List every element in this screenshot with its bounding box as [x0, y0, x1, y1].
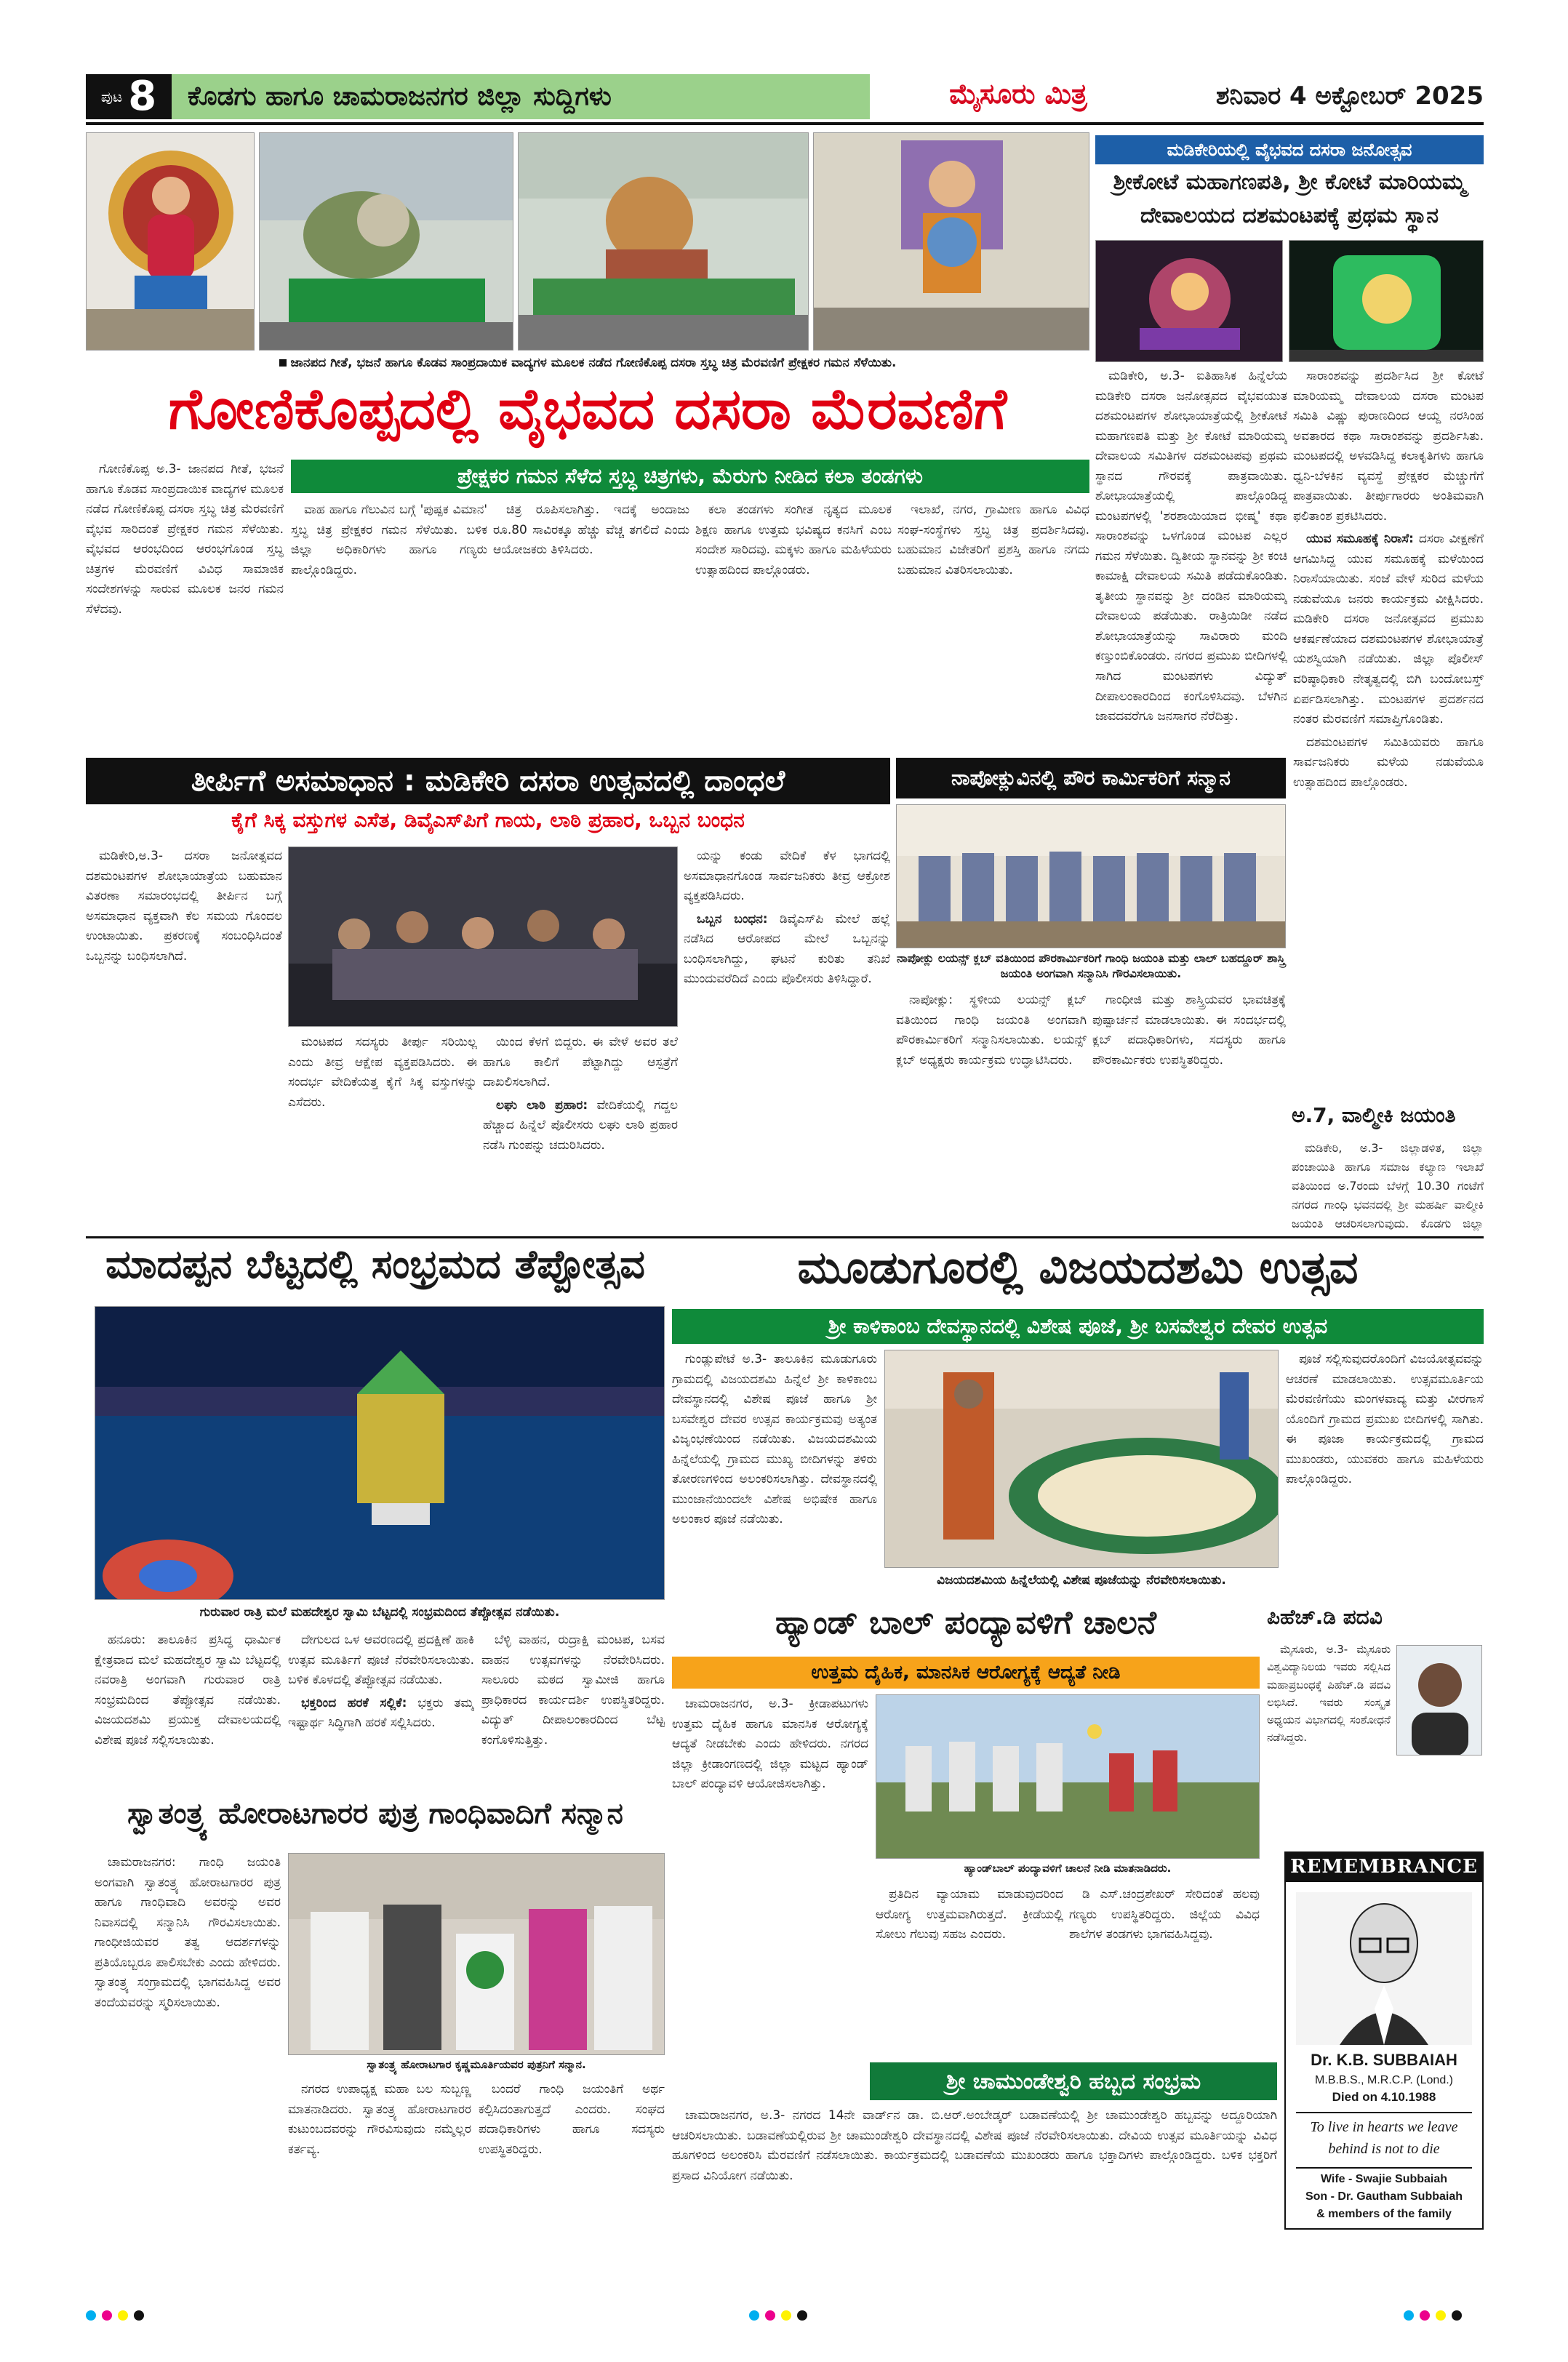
- madikeri-headline-2: ದೇವಾಲಯದ ದಶಮಂಟಪಕ್ಕೆ ಪ್ರಥಮ ಸ್ಥಾನ: [1140, 203, 1439, 228]
- mid-rule: [86, 1236, 1484, 1238]
- registration-marks-right: [1404, 2310, 1491, 2324]
- madikeri-body-col1: ಮಡಿಕೇರಿ, ಅ.3- ಐತಿಹಾಸಿಕ ಹಿನ್ನೆಲೆಯ ಮಡಿಕೇರಿ ದಸರಾ ಜನೋತ್ಸವದ ವೈಭವಯುತ ದಶಮಂಟಪಗಳ ಶೋಭಾಯಾತ್ರೆಯಲ್ಲಿ ಶ್ರೀಕೋಟೆ ಮಹಾಗಣಪತಿ ಮತ್ತು ಶ್ರೀ ಕೋಟೆ ಮಾರಿಯಮ್ಮ ದೇವಾಲಯ ಸಮಿತಿಗಳ ದಶಮಂಟಪವು ಪ್ರಥಮ ಸ್ಥಾನದ ಗೌರವಕ್ಕೆ ಪಾತ್ರವಾಯಿತು. ಶೋಭಾಯಾತ್ರೆಯಲ್ಲಿ ಪಾಲ್ಗೊಂಡಿದ್ದ ಮಂಟಪಗಳಲ್ಲಿ 'ಶರಶಾಯಿಯಾದ ಭೀಷ್ಮ' ಕಥಾ ಸಾರಾಂಶವನ್ನು ಒಳಗೊಂಡ ಮಂಟಪ ಎಲ್ಲರ ಗಮನ ಸೆಳೆಯಿತು. ದ್ವಿತೀಯ ಸ್ಥಾನವನ್ನು ಶ್ರೀ ಕಂಚಿ ಕಾಮಾಕ್ಷಿ ದೇವಾಲಯ ಸಮಿತಿ ಪಡೆದುಕೊಂಡಿತು. ತೃತೀಯ ಸ್ಥಾನವನ್ನು ಶ್ರೀ ದಂಡಿನ ಮಾರಿಯಮ್ಮ ದೇವಾಲಯ ಪಡೆಯಿತು. ರಾತ್ರಿಯಿಡೀ ನಡೆದ ಶೋಭಾಯಾತ್ರೆಯನ್ನು ಸಾವಿರಾರು ಮಂದಿ ಕಣ್ತುಂಬಿಕೊಂಡರು. ನಗರದ ಪ್ರಮುಖ ಬೀದಿಗಳಲ್ಲಿ ಸಾಗಿದ ಮಂಟಪಗಳು ವಿದ್ಯುತ್ ದೀಪಾಲಂಕಾರದಿಂದ ಕಂಗೊಳಿಸಿದವು. ಬೆಳಗಿನ ಜಾವದವರೆಗೂ ಜನಸಾಗರ ನೆರೆದಿತ್ತು.: [1095, 369, 1287, 724]
- mudugoor-photo-caption: ವಿಜಯದಶಮಿಯ ಹಿನ್ನೆಲೆಯಲ್ಲಿ ವಿಶೇಷ ಪೂಜೆಯನ್ನು ನೆರವೇರಿಸಲಾಯಿತು.: [937, 1573, 1226, 1588]
- registration-marks-center: [749, 2310, 836, 2324]
- madappa-col1: ಹನೂರು: ತಾಲೂಕಿನ ಪ್ರಸಿದ್ಧ ಧಾರ್ಮಿಕ ಕ್ಷೇತ್ರವಾದ ಮಲೆ ಮಹದೇಶ್ವರ ಸ್ವಾಮಿ ಬೆಟ್ಟದಲ್ಲಿ ನವರಾತ್ರಿ ಅಂಗವಾಗಿ ಗುರುವಾರ ರಾತ್ರಿ ಸಂಭ್ರಮದಿಂದ ತೆಪ್ಪೋತ್ಸವ ನಡೆಯಿತು. ವಿಜಯದಶಮಿ ಪ್ರಯುಕ್ತ ದೇವಾಲಯದಲ್ಲಿ ವಿಶೇಷ ಪೂಜೆ ಸಲ್ಲಿಸಲಾಯಿತು.: [95, 1633, 281, 1748]
- photo-green-float: [259, 132, 513, 351]
- registration-marks-left: [86, 2310, 173, 2324]
- remembrance-quote-1: To live in hearts we leave: [1310, 2119, 1458, 2135]
- valmiki-body: ಮಡಿಕೇರಿ, ಅ.3- ಜಿಲ್ಲಾಡಳಿತ, ಜಿಲ್ಲಾ ಪಂಚಾಯಿತಿ ಹಾಗೂ ಸಮಾಜ ಕಲ್ಯಾಣ ಇಲಾಖೆ ವತಿಯಿಂದ ಅ.7ರಂದು ಬೆಳಗ್ಗೆ 10.30 ಗಂಟೆಗೆ ನಗರದ ಗಾಂಧಿ ಭವನದಲ್ಲಿ ಶ್ರೀ ಮಹರ್ಷಿ ವಾಲ್ಮೀಕಿ ಜಯಂತಿ ಆಚರಿಸಲಾಗುವುದು. ಕೊಡಗು ಜಿಲ್ಲಾ: [1292, 1141, 1484, 1230]
- swatantrya-headline: ಸ್ವಾತಂತ್ರ್ಯ ಹೋರಾಟಗಾರರ ಪುತ್ರ ಗಾಂಧಿವಾದಿಗೆ ಸನ್ಮಾನ: [127, 1797, 623, 1830]
- handball-col3: ಡಿ ಎಸ್.ಚಂದ್ರಶೇಖರ್ ಸೇರಿದಂತೆ ಹಲವು ಗಣ್ಯರು ಉಪಸ್ಥಿತರಿದ್ದರು. ಜಿಲ್ಲೆಯ ವಿವಿಧ ಶಾಲೆಗಳ ತಂಡಗಳು ಭಾಗವಹಿಸಿದ್ದವು.: [1069, 1887, 1260, 1942]
- remembrance-rule-2: [1296, 2167, 1472, 2169]
- photo-deity-float: [813, 132, 1089, 351]
- swatantrya-col3: ಬಂದರೆ ಗಾಂಧಿ ಜಯಂತಿಗೆ ಅರ್ಥ ಕಲ್ಪಿಸಿದಂತಾಗುತ್ತದೆ ಎಂದರು. ಸಂಘದ ಪದಾಧಿಕಾರಿಗಳು ಹಾಗೂ ಸದಸ್ಯರು ಉಪಸ್ಥಿತರಿದ್ದರು.: [479, 2082, 665, 2157]
- teerpu-subheadline: ಕೈಗೆ ಸಿಕ್ಕ ವಸ್ತುಗಳ ಎಸೆತ, ಡಿವೈಎಸ್‌ಪಿಗೆ ಗಾಯ, ಲಾಠಿ ಪ್ರಹಾರ, ಒಬ್ಬನ ಬಂಧನ: [231, 808, 745, 832]
- photo-remembrance: [1296, 1892, 1472, 2045]
- handball-subheadline: ಉತ್ತಮ ದೈಹಿಕ, ಮಾನಸಿಕ ಆರೋಗ್ಯಕ್ಕೆ ಆದ್ಯತೆ ನೀಡಿ: [672, 1657, 1260, 1689]
- phd-body: ಮೈಸೂರು, ಅ.3- ಮೈಸೂರು ವಿಶ್ವವಿದ್ಯಾನಿಲಯ ಇವರು ಸಲ್ಲಿಸಿದ ಮಹಾಪ್ರಬಂಧಕ್ಕೆ ಪಿಹೆಚ್.ಡಿ ಪದವಿ ಲಭಿಸಿದೆ. ಇವರು ಸಂಸ್ಕೃತ ಅಧ್ಯಯನ ವಿಭಾಗದಲ್ಲಿ ಸಂಶೋಧನೆ ನಡೆಸಿದ್ದರು.: [1267, 1643, 1391, 1745]
- madappa-headline: ಮಾದಪ್ಪನ ಬೆಟ್ಟದಲ್ಲಿ ಸಂಭ್ರಮದ ತೆಪ್ಪೋತ್ಸವ: [105, 1241, 645, 1287]
- photo-teppotsava: [95, 1306, 665, 1600]
- photo-narasimha-float: [518, 132, 809, 351]
- photo-mudugoor-pooja: [884, 1350, 1279, 1568]
- gonikoppa-subheadline: ಪ್ರೇಕ್ಷಕರ ಗಮನ ಸೆಳೆದ ಸ್ತಬ್ಧ ಚಿತ್ರಗಳು, ಮೆರುಗು ನೀಡಿದ ಕಲಾ ತಂಡಗಳು: [291, 460, 1089, 493]
- gonikoppa-col2: ವಾಹ ಹಾಗೂ ಗೆಲುವಿನ ಬಗ್ಗೆ 'ಪುಷ್ಪಕ ವಿಮಾನ' ಸ್ತಬ್ಧ ಚಿತ್ರ ಪ್ರೇಕ್ಷಕರ ಗಮನ ಸೆಳೆಯಿತು. ಬಳಿಕ ಜಿಲ್ಲಾ ಅಧಿಕಾರಿಗಳು ಹಾಗೂ ಗಣ್ಯರು ಪಾಲ್ಗೊಂಡಿದ್ದರು.: [291, 503, 487, 577]
- handball-headline: ಹ್ಯಾಂಡ್ ಬಾಲ್ ಪಂದ್ಯಾವಳಿಗೆ ಚಾಲನೆ: [775, 1604, 1156, 1641]
- section-title: ಕೊಡಗು ಹಾಗೂ ಚಾಮರಾಜನಗರ ಜಿಲ್ಲಾ ಸುದ್ದಿಗಳು: [188, 81, 612, 111]
- remembrance-family-3: & members of the family: [1316, 2208, 1452, 2220]
- remembrance-rule: [1296, 2112, 1472, 2113]
- swatantrya-col2: ನಗರದ ಉಪಾಧ್ಯಕ್ಷ ಮಹಾ ಬಲ ಸುಬ್ಬಣ್ಣ ಮಾತನಾಡಿದರು. ಸ್ವಾತಂತ್ರ್ಯ ಹೋರಾಟಗಾರರ ಕುಟುಂಬದವರನ್ನು ಗೌರವಿಸುವುದು ನಮ್ಮೆಲ್ಲರ ಕರ್ತವ್ಯ.: [288, 2082, 471, 2157]
- gonikoppa-headline: ಗೋಣಿಕೊಪ್ಪದಲ್ಲಿ ವೈಭವದ ದಸರಾ ಮೆರವಣಿಗೆ: [168, 377, 1007, 442]
- teerpu-col4: ಯನ್ನು ಕಂಡು ವೇದಿಕೆ ಕೆಳ ಭಾಗದಲ್ಲಿ ಅಸಮಾಧಾನಗೊಂಡ ಸಾರ್ವಜನಿಕರು ತೀವ್ರ ಆಕ್ರೋಶ ವ್ಯಕ್ತಪಡಿಸಿದರು. ಒಬ್ಬನ ಬಂಧನ: ಡಿವೈಎಸ್‌ಪಿ ಮೇಲೆ ಹಲ್ಲೆ ನಡೆಸಿದ ಆರೋಪದ ಮೇಲೆ ಒಬ್ಬನನ್ನು ಬಂಧಿಸಲಾಗಿದ್ದು, ಘಟನೆ ಕುರಿತು ತನಿಖೆ ಮುಂದುವರೆದಿದೆ ಎಂದು ಪೊಲೀಸರು ತಿಳಿಸಿದ್ದಾರೆ.: [684, 849, 890, 987]
- remembrance-title-bar: [1284, 1851, 1484, 1883]
- remembrance-family-2: Son - Dr. Gautham Subbaiah: [1305, 2190, 1463, 2203]
- madappa-col2: ದೇಗುಲದ ಒಳ ಆವರಣದಲ್ಲಿ ಪ್ರದಕ್ಷಿಣೆ ಹಾಕಿ ಉತ್ಸವ ಮೂರ್ತಿಗೆ ಪೂಜೆ ನೆರವೇರಿಸಲಾಯಿತು. ಬಳಿಕ ಕೊಳದಲ್ಲಿ ತೆಪ್ಪೋತ್ಸವ ನಡೆಯಿತು. ಭಕ್ತರಿಂದ ಹರಕೆ ಸಲ್ಲಿಕೆ: ಭಕ್ತರು ತಮ್ಮ ಇಷ್ಟಾರ್ಥ ಸಿದ್ಧಿಗಾಗಿ ಹರಕೆ ಸಲ್ಲಿಸಿದರು.: [288, 1633, 474, 1731]
- napoklu-headline: ನಾಪೋಕ್ಲುವಿನಲ್ಲಿ ಪೌರ ಕಾರ್ಮಿಕರಿಗೆ ಸನ್ಮಾನ: [896, 758, 1286, 798]
- napoklu-caption: ನಾಪೋಕ್ಲು ಲಯನ್ಸ್ ಕ್ಲಬ್ ವತಿಯಿಂದ ಪೌರಕಾರ್ಮಿಕರಿಗೆ ಗಾಂಧಿ ಜಯಂತಿ ಮತ್ತು ಲಾಲ್ ಬಹದ್ದೂರ್ ಶಾಸ್ತ್ರಿ ಜಯಂತಿ ಅಂಗವಾಗಿ ಸನ್ಮಾನಿಸಿ ಗೌರವಿಸಲಾಯಿತು.: [897, 951, 1285, 980]
- remembrance-quote-2: behind is not to die: [1328, 2141, 1440, 2157]
- remembrance-title: REMEMBRANCE: [1284, 1851, 1484, 1882]
- napoklu-col1: ನಾಪೋಕ್ಲು: ಸ್ಥಳೀಯ ಲಯನ್ಸ್ ಕ್ಲಬ್ ವತಿಯಿಂದ ಗಾಂಧಿ ಜಯಂತಿ ಅಂಗವಾಗಿ ಪೌರಕಾರ್ಮಿಕರಿಗೆ ಸನ್ಮಾನಿಸಲಾಯಿತು. ಲಯನ್ಸ್ ಕ್ಲಬ್ ಅಧ್ಯಕ್ಷರು ಕಾರ್ಯಕ್ರಮ ಉದ್ಘಾಟಿಸಿದರು.: [896, 993, 1087, 1068]
- photo-goddess-float: [86, 132, 255, 351]
- photo-handball: [876, 1694, 1260, 1859]
- page-number-box: [86, 74, 172, 119]
- teerpu-col3: ಯಿಂದ ಕೆಳಗೆ ಬಿದ್ದರು. ಈ ವೇಳೆ ಅವರ ತಲೆ ಹಾಗೂ ಕಾಲಿಗೆ ಪೆಟ್ಟಾಗಿದ್ದು ಆಸ್ಪತ್ರೆಗೆ ದಾಖಲಿಸಲಾಗಿದೆ. ಲಘು ಲಾಠಿ ಪ್ರಹಾರ: ವೇದಿಕೆಯಲ್ಲಿ ಗದ್ದಲ ಹೆಚ್ಚಾದ ಹಿನ್ನೆಲೆ ಪೊಲೀಸರು ಲಘು ಲಾಠಿ ಪ್ರಹಾರ ನಡೆಸಿ ಗುಂಪನ್ನು ಚದುರಿಸಿದರು.: [483, 1035, 678, 1153]
- chamundeshwari-body: ಚಾಮರಾಜನಗರ, ಅ.3- ನಗರದ 14ನೇ ವಾರ್ಡ್‌ನ ಡಾ. ಬಿ.ಆರ್.ಅಂಬೇಡ್ಕರ್ ಬಡಾವಣೆಯಲ್ಲಿ ಶ್ರೀ ಚಾಮುಂಡೇಶ್ವರಿ ಹಬ್ಬವನ್ನು ಅದ್ದೂರಿಯಾಗಿ ಆಚರಿಸಲಾಯಿತು. ಬಡಾವಣೆಯಲ್ಲಿರುವ ಶ್ರೀ ಚಾಮುಂಡೇಶ್ವರಿ ದೇವಸ್ಥಾನದಲ್ಲಿ ವಿಶೇಷ ಪೂಜೆ ನೆರವೇರಿಸಲಾಯಿತು. ದೇವಿಯ ಉತ್ಸವ ಮೂರ್ತಿಯನ್ನು ವಿವಿಧ ಹೂಗಳಿಂದ ಅಲಂಕರಿಸಿ ಮೆರವಣಿಗೆ ನಡೆಸಲಾಯಿತು. ಕಾರ್ಯಕ್ರಮದಲ್ಲಿ ಬಡಾವಣೆಯ ಮುಖಂಡರು ಹಾಗೂ ಭಕ್ತಾದಿಗಳು ಪಾಲ್ಗೊಂಡಿದ್ದರು. ಬಳಿಕ ಭಕ್ತರಿಗೆ ಪ್ರಸಾದ ವಿನಿಯೋಗ ನಡೆಯಿತು.: [672, 2108, 1277, 2183]
- phd-headline: ಪಿಹೆಚ್.ಡಿ ಪದವಿ: [1267, 1605, 1383, 1629]
- gonikoppa-col1: ಗೋಣಿಕೊಪ್ಪ ಅ.3- ಜಾನಪದ ಗೀತೆ, ಭಜನೆ ಹಾಗೂ ಕೊಡವ ಸಾಂಪ್ರದಾಯಿಕ ವಾದ್ಯಗಳ ಮೂಲಕ ನಡೆದ ಗೋಣಿಕೊಪ್ಪ ದಸರಾ ಸ್ತಬ್ಧ ಚಿತ್ರ ಮೆರವಣಿಗೆ ವೈಭವ ಸಾರಿದಂತೆ ಪ್ರೇಕ್ಷಕರ ಗಮನ ಸೆಳೆಯಿತು. ವೈಭವದ ಆರಂಭದಿಂದ ಆರಂಭಗೊಂಡ ಸ್ತಬ್ಧ ಚಿತ್ರಗಳ ಮೆರವಣಿಗೆ ವಿವಿಧ ಸಾಮಾಜಿಕ ಸಂದೇಶಗಳನ್ನು ಸಾರುವ ಮೂಲಕ ಜನರ ಗಮನ ಸೆಳೆದವು.: [86, 462, 284, 617]
- handball-col2: ಪ್ರತಿದಿನ ವ್ಯಾಯಾಮ ಮಾಡುವುದರಿಂದ ಆರೋಗ್ಯ ಉತ್ತಮವಾಗಿರುತ್ತದೆ. ಕ್ರೀಡೆಯಲ್ಲಿ ಸೋಲು ಗೆಲುವು ಸಹಜ ಎಂದರು.: [876, 1887, 1063, 1942]
- madikeri-kicker: ಮಡಿಕೇರಿಯಲ್ಲಿ ವೈಭವದ ದಸರಾ ಜನೋತ್ಸವ: [1095, 135, 1484, 164]
- teerpu-headline: ತೀರ್ಪಿಗೆ ಅಸಮಾಧಾನ : ಮಡಿಕೇರಿ ದಸರಾ ಉತ್ಸವದಲ್ಲಿ ದಾಂಧಲೆ: [86, 758, 890, 804]
- photo-napoklu-felicitation: [896, 804, 1286, 948]
- remembrance-family-1: Wife - Swajie Subbaiah: [1320, 2173, 1448, 2185]
- madappa-caption: ಗುರುವಾರ ರಾತ್ರಿ ಮಲೆ ಮಹದೇಶ್ವರ ಸ್ವಾಮಿ ಬೆಟ್ಟದಲ್ಲಿ ಸಂಭ್ರಮದಿಂದ ತೆಪ್ಪೋತ್ಸವ ನಡೆಯಿತು.: [199, 1605, 560, 1620]
- remembrance-died: Died on 4.10.1988: [1332, 2090, 1436, 2104]
- mudugoor-col3: ಪೂಜೆ ಸಲ್ಲಿಸುವುದರೊಂದಿಗೆ ವಿಜಯೋತ್ಸವವನ್ನು ಆಚರಣೆ ಮಾಡಲಾಯಿತು. ಉತ್ಸವಮೂರ್ತಿಯ ಮೆರವಣಿಗೆಯು ಮಂಗಳವಾದ್ಯ ಮತ್ತು ವೀರಗಾಸೆ ಯೊಂದಿಗೆ ಗ್ರಾಮದ ಪ್ರಮುಖ ಬೀದಿಗಳಲ್ಲಿ ಸಾಗಿತು. ಈ ಪೂಜಾ ಕಾರ್ಯಕ್ರಮದಲ್ಲಿ ಗ್ರಾಮದ ಮುಖಂಡರು, ಯುವಕರು ಹಾಗೂ ಮಹಿಳೆಯರು ಪಾಲ್ಗೊಂಡಿದ್ದರು.: [1286, 1352, 1484, 1487]
- handball-col1: ಚಾಮರಾಜನಗರ, ಅ.3- ಕ್ರೀಡಾಪಟುಗಳು ಉತ್ತಮ ದೈಹಿಕ ಹಾಗೂ ಮಾನಸಿಕ ಆರೋಗ್ಯಕ್ಕೆ ಆದ್ಯತೆ ನೀಡಬೇಕು ಎಂದು ಹೇಳಿದರು. ನಗರದ ಜಿಲ್ಲಾ ಕ್ರೀಡಾಂಗಣದಲ್ಲಿ ಜಿಲ್ಲಾ ಮಟ್ಟದ ಹ್ಯಾಂಡ್ ಬಾಲ್ ಪಂದ್ಯಾವಳಿ ಆಯೋಜಿಸಲಾಗಿತ್ತು.: [672, 1697, 868, 1792]
- teerpu-col1: ಮಡಿಕೇರಿ,ಅ.3- ದಸರಾ ಜನೋತ್ಸವದ ದಶಮಂಟಪಗಳ ಶೋಭಾಯಾತ್ರೆಯ ಬಹುಮಾನ ವಿತರಣಾ ಸಮಾರಂಭದಲ್ಲಿ ತೀರ್ಪಿನ ಬಗ್ಗೆ ಅಸಮಾಧಾನ ವ್ಯಕ್ತವಾಗಿ ಕೆಲ ಸಮಯ ಗೊಂದಲ ಉಂಟಾಯಿತು. ಪ್ರಕರಣಕ್ಕೆ ಸಂಬಂಧಿಸಿದಂತೆ ಒಬ್ಬನನ್ನು ಬಂಧಿಸಲಾಗಿದೆ.: [86, 849, 282, 964]
- mudugoor-col1: ಗುಂಡ್ಲುಪೇಟೆ ಅ.3- ತಾಲೂಕಿನ ಮೂಡುಗೂರು ಗ್ರಾಮದಲ್ಲಿ ವಿಜಯದಶಮಿ ಹಿನ್ನೆಲೆ ಶ್ರೀ ಕಾಳಿಕಾಂಬ ದೇವಸ್ಥಾನದಲ್ಲಿ ವಿಶೇಷ ಪೂಜೆ ಹಾಗೂ ಶ್ರೀ ಬಸವೇಶ್ವರ ದೇವರ ಉತ್ಸವ ಕಾರ್ಯಕ್ರಮವು ಅತ್ಯಂತ ವಿಜೃಂಭಣೆಯಿಂದ ನಡೆಯಿತು. ವಿಜಯದಶಮಿಯ ಹಿನ್ನೆಲೆಯಲ್ಲಿ ಗ್ರಾಮದ ಮುಖ್ಯ ಬೀದಿಗಳನ್ನು ತಳಿರು ತೋರಣಗಳಿಂದ ಅಲಂಕರಿಸಲಾಗಿತ್ತು. ದೇವಸ್ಥಾನದಲ್ಲಿ ಮುಂಜಾನೆಯಿಂದಲೇ ವಿಶೇಷ ಅಭಿಷೇಕ ಹಾಗೂ ಅಲಂಕಾರ ಪೂಜೆ ನಡೆಯಿತು.: [672, 1352, 877, 1527]
- photo-madikeri-mantapa-1: [1095, 240, 1283, 362]
- remembrance-name: Dr. K.B. SUBBAIAH: [1311, 2051, 1457, 2069]
- napoklu-col2: ಗಾಂಧೀಜಿ ಮತ್ತು ಶಾಸ್ತ್ರಿಯವರ ಭಾವಚಿತ್ರಕ್ಕೆ ಪುಷ್ಪಾರ್ಚನೆ ಮಾಡಲಾಯಿತು. ಈ ಸಂದರ್ಭದಲ್ಲಿ ಕ್ಲಬ್ ಪದಾಧಿಕಾರಿಗಳು, ಸದಸ್ಯರು ಹಾಗೂ ಪೌರಕಾರ್ಮಿಕರು ಉಪಸ್ಥಿತರಿದ್ದರು.: [1092, 993, 1286, 1068]
- remembrance-degrees: M.B.B.S., M.R.C.P. (Lond.): [1315, 2074, 1453, 2086]
- header-rule: [86, 122, 1484, 125]
- madappa-col3: ಬೆಳ್ಳಿ ವಾಹನ, ರುದ್ರಾಕ್ಷಿ ಮಂಟಪ, ಬಸವ ವಾಹನ ಉತ್ಸವಗಳನ್ನು ನೆರವೇರಿಸಿದರು. ಸಾಲೂರು ಮಠದ ಸ್ವಾಮೀಜಿ ಹಾಗೂ ಪ್ರಾಧಿಕಾರದ ಕಾರ್ಯದರ್ಶಿ ಉಪಸ್ಥಿತರಿದ್ದರು. ವಿದ್ಯುತ್ ದೀಪಾಲಂಕಾರದಿಂದ ಬೆಟ್ಟ ಕಂಗೊಳಿಸುತ್ತಿತ್ತು.: [481, 1633, 665, 1748]
- caption-bullet-icon: [279, 359, 287, 367]
- madikeri-headline-1: ಶ್ರೀಕೋಟೆ ಮಹಾಗಣಪತಿ, ಶ್ರೀ ಕೋಟೆ ಮಾರಿಯಮ್ಮ: [1113, 169, 1466, 195]
- photo-swatantrya: [288, 1853, 665, 2055]
- photo-madikeri-mantapa-2: [1289, 240, 1484, 362]
- handball-photo-caption: ಹ್ಯಾಂಡ್‌ಬಾಲ್ ಪಂದ್ಯಾವಳಿಗೆ ಚಾಲನೆ ನೀಡಿ ಮಾತನಾಡಿದರು.: [964, 1862, 1172, 1875]
- swatantrya-photo-caption: ಸ್ವಾತಂತ್ರ್ಯ ಹೋರಾಟಗಾರ ಕೃಷ್ಣಮೂರ್ತಿಯವರ ಪುತ್ರನಿಗೆ ಸನ್ಮಾನ.: [367, 2058, 586, 2071]
- page-number: 8: [128, 73, 157, 120]
- top-photo-caption: ಜಾನಪದ ಗೀತೆ, ಭಜನೆ ಹಾಗೂ ಕೊಡವ ಸಾಂಪ್ರದಾಯಿಕ ವಾದ್ಯಗಳ ಮೂಲಕ ನಡೆದ ಗೋಣಿಕೊಪ್ಪ ದಸರಾ ಸ್ತಬ್ಧ ಚಿತ್ರ ಮೆರವಣಿಗೆ ಪ್ರೇಕ್ಷಕರ ಗಮನ ಸೆಳೆಯಿತು.: [86, 355, 1089, 374]
- masthead: ಮೈಸೂರು ಮಿತ್ರ: [949, 77, 1087, 110]
- photo-teerpu-crowd: [288, 846, 678, 1027]
- gonikoppa-col5: ಇಲಾಖೆ, ನಗರ, ಗ್ರಾಮೀಣ ಹಾಗೂ ವಿವಿಧ ಸಂಘ-ಸಂಸ್ಥೆಗಳು ಸ್ತಬ್ಧ ಚಿತ್ರ ಪ್ರದರ್ಶಿಸಿದವು. ಬಹುಮಾನ ವಿಜೇತರಿಗೆ ಪ್ರಶಸ್ತಿ ಹಾಗೂ ನಗದು ಬಹುಮಾನ ವಿತರಿಸಲಾಯಿತು.: [897, 503, 1089, 577]
- mudugoor-subheadline: ಶ್ರೀ ಕಾಳಿಕಾಂಬ ದೇವಸ್ಥಾನದಲ್ಲಿ ವಿಶೇಷ ಪೂಜೆ, ಶ್ರೀ ಬಸವೇಶ್ವರ ದೇವರ ಉತ್ಸವ: [672, 1309, 1484, 1344]
- madikeri-body-col2: ಸಾರಾಂಶವನ್ನು ಪ್ರದರ್ಶಿಸಿದ ಶ್ರೀ ಕೋಟೆ ಮಾರಿಯಮ್ಮ ದೇವಾಲಯ ದಸರಾ ಮಂಟಪ ಸಮಿತಿ ವಿಷ್ಣು ಪುರಾಣದಿಂದ ಆಯ್ದ ನರಸಿಂಹ ಅವತಾರದ ಕಥಾ ಸಾರಾಂಶವನ್ನು ಪ್ರದರ್ಶಿಸಿತು. ಮಂಟಪದಲ್ಲಿ ಅಳವಡಿಸಿದ್ದ ಕಲಾಕೃತಿಗಳು ಹಾಗೂ ಧ್ವನಿ-ಬೆಳಕಿನ ವ್ಯವಸ್ಥೆ ಪ್ರೇಕ್ಷಕರ ಮೆಚ್ಚುಗೆಗೆ ಪಾತ್ರವಾಯಿತು. ತೀರ್ಪುಗಾರರು ಅಂತಿಮವಾಗಿ ಫಲಿತಾಂಶ ಪ್ರಕಟಿಸಿದರು. ಯುವ ಸಮೂಹಕ್ಕೆ ನಿರಾಸೆ: ದಸರಾ ವೀಕ್ಷಣೆಗೆ ಆಗಮಿಸಿದ್ದ ಯುವ ಸಮೂಹಕ್ಕೆ ಮಳೆಯಿಂದ ನಿರಾಸೆಯಾಯಿತು. ಸಂಜೆ ವೇಳೆ ಸುರಿದ ಮಳೆಯ ನಡುವೆಯೂ ಜನರು ಕಾರ್ಯಕ್ರಮ ವೀಕ್ಷಿಸಿದರು. ಮಡಿಕೇರಿ ದಸರಾ ಜನೋತ್ಸವದ ಪ್ರಮುಖ ಆಕರ್ಷಣೆಯಾದ ದಶಮಂಟಪಗಳ ಶೋಭಾಯಾತ್ರೆ ಯಶಸ್ವಿಯಾಗಿ ನಡೆಯಿತು. ಜಿಲ್ಲಾ ಪೊಲೀಸ್ ವರಿಷ್ಠಾಧಿಕಾರಿ ನೇತೃತ್ವದಲ್ಲಿ ಬಿಗಿ ಬಂದೋಬಸ್ತ್ ಏರ್ಪಡಿಸಲಾಗಿತ್ತು. ಮಂಟಪಗಳ ಪ್ರದರ್ಶನದ ನಂತರ ಮೆರವಣಿಗೆ ಸಮಾಪ್ತಿಗೊಂಡಿತು. ದಶಮಂಟಪಗಳ ಸಮಿತಿಯವರು ಹಾಗೂ ಸಾರ್ವಜನಿಕರು ಮಳೆಯ ನಡುವೆಯೂ ಉತ್ಸಾಹದಿಂದ ಪಾಲ್ಗೊಂಡರು.: [1293, 369, 1484, 790]
- gonikoppa-col3: ಚಿತ್ರ ರೂಪಿಸಲಾಗಿತ್ತು. ಇದಕ್ಕೆ ಅಂದಾಜು ರೂ.80 ಸಾವಿರಕ್ಕೂ ಹೆಚ್ಚು ವೆಚ್ಚ ತಗಲಿದೆ ಎಂದು ಆಯೋಜಕರು ತಿಳಿಸಿದರು.: [493, 503, 689, 558]
- mudugoor-headline: ಮೂಡುಗೂರಲ್ಲಿ ವಿಜಯದಶಮಿ ಉತ್ಸವ: [797, 1241, 1359, 1294]
- chamundeshwari-headline: ಶ್ರೀ ಚಾಮುಂಡೇಶ್ವರಿ ಹಬ್ಬದ ಸಂಭ್ರಮ: [870, 2062, 1277, 2100]
- photo-phd-portrait: [1396, 1645, 1482, 1756]
- gonikoppa-col4: ಕಲಾ ತಂಡಗಳು ಸಂಗೀತ ನೃತ್ಯದ ಮೂಲಕ ಶಿಕ್ಷಣ ಹಾಗೂ ಉತ್ತಮ ಭವಿಷ್ಯದ ಕನಸಿಗೆ ಎಂಬ ಸಂದೇಶ ಸಾರಿದವು. ಮಕ್ಕಳು ಹಾಗೂ ಮಹಿಳೆಯರು ಉತ್ಸಾಹದಿಂದ ಪಾಲ್ಗೊಂಡರು.: [695, 503, 892, 577]
- issue-date: ಶನಿವಾರ 4 ಅಕ್ಟೋಬರ್ 2025: [1215, 81, 1484, 111]
- teerpu-col2: ಮಂಟಪದ ಸದಸ್ಯರು ತೀರ್ಪು ಸರಿಯಿಲ್ಲ ಎಂದು ತೀವ್ರ ಆಕ್ಷೇಪ ವ್ಯಕ್ತಪಡಿಸಿದರು. ಈ ಸಂದರ್ಭ ವೇದಿಕೆಯತ್ತ ಕೈಗೆ ಸಿಕ್ಕ ವಸ್ತುಗಳನ್ನು ಎಸೆದರು.: [288, 1035, 477, 1110]
- valmiki-headline: ಅ.7, ವಾಲ್ಮೀಕಿ ಜಯಂತಿ: [1292, 1103, 1456, 1127]
- swatantrya-col1: ಚಾಮರಾಜನಗರ: ಗಾಂಧಿ ಜಯಂತಿ ಅಂಗವಾಗಿ ಸ್ವಾತಂತ್ರ್ಯ ಹೋರಾಟಗಾರರ ಪುತ್ರ ಹಾಗೂ ಗಾಂಧಿವಾದಿ ಅವರನ್ನು ಅವರ ನಿವಾಸದಲ್ಲಿ ಸನ್ಮಾನಿಸಿ ಗೌರವಿಸಲಾಯಿತು. ಗಾಂಧೀಜಿಯವರ ತತ್ವ ಆದರ್ಶಗಳನ್ನು ಪ್ರತಿಯೊಬ್ಬರೂ ಪಾಲಿಸಬೇಕು ಎಂದು ಹೇಳಿದರು. ಸ್ವಾತಂತ್ರ್ಯ ಸಂಗ್ರಾಮದಲ್ಲಿ ಭಾಗವಹಿಸಿದ್ದ ಅವರ ತಂದೆಯವರನ್ನು ಸ್ಮರಿಸಲಾಯಿತು.: [95, 1855, 281, 2010]
- page-label: ಪುಟ: [100, 88, 123, 105]
